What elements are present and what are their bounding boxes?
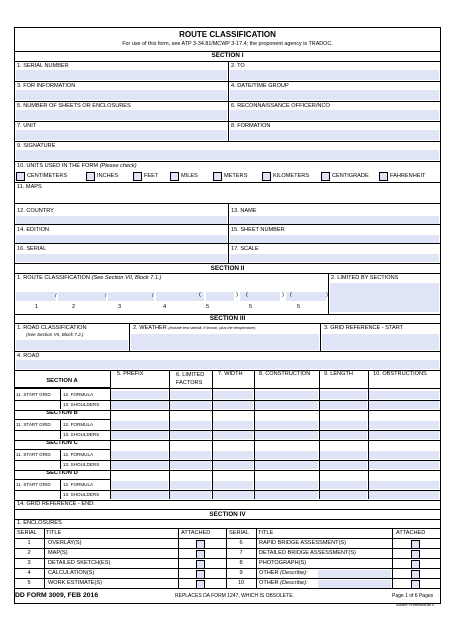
section-a-row-2-cell-4[interactable] — [255, 401, 318, 409]
enclosure-title-1: OVERLAY(S) — [48, 540, 82, 546]
form-title: ROUTE CLASSIFICATION — [179, 30, 276, 39]
to-field[interactable] — [230, 70, 439, 80]
section-c-row-2-cell-5[interactable] — [320, 461, 367, 469]
section-a-start-grid-label: 11. START GRID — [16, 392, 51, 397]
section-b-row-2-cell-4[interactable] — [255, 431, 318, 439]
meters-checkbox[interactable] — [213, 172, 222, 181]
grid-reference-start-field[interactable] — [322, 334, 439, 350]
route-separator-3: / — [152, 293, 154, 299]
section-a-row-2-cell-5[interactable] — [320, 401, 367, 409]
section-c-row-2-cell-1[interactable] — [111, 461, 168, 469]
table-rule — [14, 460, 110, 461]
inches-option-label: INCHES — [97, 173, 119, 179]
col-title-left: TITLE — [46, 530, 62, 536]
weather-label — [133, 326, 256, 332]
table-rule — [14, 400, 110, 401]
miles-checkbox[interactable] — [170, 172, 179, 181]
col-length-label: 9. LENGTH — [324, 371, 353, 377]
edition-field[interactable] — [16, 235, 227, 243]
route-class-field-2[interactable] — [58, 292, 106, 301]
grid-reference-end-label: 14. GRID REFERENCE - END: — [17, 501, 95, 507]
section-4-header: SECTION IV — [209, 511, 246, 518]
table-rule — [14, 490, 110, 491]
enclosure-title-4: CALCULATION(S) — [48, 570, 95, 576]
enclosure-serial-5: 5 — [27, 580, 31, 586]
section-b-start-grid-label: 11. START GRID — [16, 422, 51, 427]
route-paren-3: ( — [246, 292, 248, 298]
table-rule — [14, 588, 441, 589]
section-b-row-1-cell-6[interactable] — [369, 421, 439, 429]
section-d-row-1-cell-2[interactable] — [170, 481, 211, 489]
feet-option-label: FEET — [144, 173, 159, 179]
limited-by-sections-field[interactable] — [330, 283, 439, 312]
section-d-row-2-cell-4[interactable] — [255, 491, 318, 499]
section-b-row-1-cell-2[interactable] — [170, 421, 211, 429]
centigrade-checkbox[interactable] — [321, 172, 330, 181]
route-class-field-1[interactable] — [16, 292, 56, 301]
route-classification-hint: (See Section VII, Block 7.1.) — [91, 275, 162, 281]
enclosure-title-7 — [259, 551, 356, 557]
section-a-row-1-cell-6[interactable] — [369, 391, 439, 399]
formation-field[interactable] — [230, 130, 439, 140]
section-c-row-1-cell-6[interactable] — [369, 451, 439, 459]
enclosure-title-6 — [259, 541, 346, 547]
name-label: 13. NAME — [231, 208, 257, 214]
limited-by-sections-label: 2. LIMITED BY SECTIONS — [331, 275, 399, 281]
country-label: 12. COUNTRY — [17, 208, 54, 214]
col-title-right: TITLE — [258, 530, 274, 536]
enclosure-serial-8: 8 — [239, 560, 243, 566]
section-d-start-grid-label: 11. START GRID — [16, 482, 51, 487]
number-of-sheets-label: 5. NUMBER OF SHEETS OR ENCLOSURES — [17, 103, 131, 109]
section-d-row-2-cell-5[interactable] — [320, 491, 367, 499]
enclosure-serial-4: 4 — [27, 570, 31, 576]
route-separator-1: / — [55, 293, 57, 299]
enclosure-serial-7: 7 — [239, 550, 243, 556]
col-width-label: 7. WIDTH — [218, 371, 243, 377]
enclosure-title-text-9: OTHER — [259, 570, 279, 576]
enclosure-title-8 — [259, 561, 306, 567]
enclosure-serial-10: 10 — [237, 580, 245, 586]
section-a-row-1-cell-3[interactable] — [213, 391, 253, 399]
enclosure-serial-6: 6 — [239, 540, 243, 546]
table-rule — [60, 419, 61, 439]
section-c-row-2-cell-2[interactable] — [170, 461, 211, 469]
route-class-field-5[interactable] — [206, 292, 234, 301]
to-label: 2. TO — [231, 63, 245, 69]
route-paren-2: ) — [236, 292, 238, 298]
section-d-row-1-cell-4[interactable] — [255, 481, 318, 489]
form-subtitle: For use of this form, see ATP 3-34.81/MCWP 3-17.4; the proponent agency is TRADOC. — [122, 41, 333, 47]
enclosure-serial-1: 1 — [27, 540, 31, 546]
section-c-row-1-cell-1[interactable] — [111, 451, 168, 459]
enclosure-title-text-8: PHOTOGRAPH(S) — [259, 560, 307, 566]
kilometers-checkbox[interactable] — [262, 172, 271, 181]
section-c-row-2-cell-4[interactable] — [255, 461, 318, 469]
enclosure-title-text-10: OTHER — [259, 580, 279, 586]
col-limited-factors-label: 6. LIMITED FACTORS — [176, 372, 205, 386]
table-rule — [60, 449, 61, 469]
table-rule — [60, 479, 61, 499]
route-field-number-6: 5 — [249, 304, 253, 310]
section-a-row-1-cell-5[interactable] — [320, 391, 367, 399]
section-2-header: SECTION II — [210, 265, 245, 272]
section-a-row-2-cell-3[interactable] — [213, 401, 253, 409]
section-b-row-1-cell-5[interactable] — [320, 421, 367, 429]
route-class-field-7[interactable] — [286, 292, 326, 301]
section-a-row-1-cell-1[interactable] — [111, 391, 168, 399]
section-d-row-2-cell-1[interactable] — [111, 491, 168, 499]
table-rule — [14, 558, 441, 559]
enclosure-title-10 — [259, 581, 308, 587]
section-d-row-2-cell-6[interactable] — [369, 491, 439, 499]
number-of-sheets-field[interactable] — [16, 110, 227, 120]
section-a-row-1-cell-4[interactable] — [255, 391, 318, 399]
route-field-number-3: 3 — [118, 304, 122, 310]
enclosures-label: 1. ENCLOSURES — [17, 520, 62, 526]
col-attached-right: ATTACHED — [396, 530, 426, 536]
section-c-row-1-cell-3[interactable] — [213, 451, 253, 459]
page-number: Page 1 of 6 Pages — [392, 593, 434, 599]
table-rule — [14, 568, 441, 569]
formation-label: 8. FORMATION — [231, 123, 271, 129]
road-label: 4. ROAD — [17, 353, 40, 359]
enclosure-title-text-7: DETAILED BRIDGE ASSESSMENT(S) — [259, 550, 356, 556]
section-b-row-1-cell-1[interactable] — [111, 421, 168, 429]
scale-label: 17. SCALE — [231, 246, 259, 252]
table-rule — [60, 389, 61, 409]
enclosure-title-text-6: RAPID BRIDGE ASSESSMENT(S) — [259, 540, 347, 546]
route-class-field-4[interactable] — [156, 292, 204, 301]
section-b-row-1-cell-3[interactable] — [213, 421, 253, 429]
col-serial-left: SERIAL — [17, 530, 37, 536]
table-rule — [14, 548, 441, 549]
section-c-row-1-cell-4[interactable] — [255, 451, 318, 459]
enclosure-describe-hint-10: (Describe): — [280, 580, 308, 586]
section-d-formula-label: 12. FORMULA — [63, 482, 94, 487]
table-rule — [14, 419, 110, 420]
section-a-shoulders-label: 13. SHOULDERS — [63, 402, 100, 407]
enclosure-serial-9: 9 — [239, 570, 243, 576]
section-c-formula-label: 12. FORMULA — [63, 452, 94, 457]
serial-number-field[interactable] — [16, 70, 227, 80]
unit-field[interactable] — [16, 130, 227, 140]
feet-checkbox[interactable] — [133, 172, 142, 181]
enclosure-title-9 — [259, 571, 308, 577]
route-separator-2: / — [105, 293, 107, 299]
date-time-group-field[interactable] — [230, 90, 439, 100]
centigrade-option-label: CENTIGRADE — [332, 173, 369, 179]
road-classification-label: 1. ROAD CLASSIFICATION — [17, 325, 87, 331]
fahrenheit-checkbox[interactable] — [379, 172, 388, 181]
miles-option-label: MILES — [181, 173, 198, 179]
section-b-label: SECTION B — [46, 410, 78, 416]
centimeters-option-label: CENTIMETERS — [27, 173, 68, 179]
table-rule — [14, 449, 110, 450]
col-serial-right: SERIAL — [229, 530, 249, 536]
section-d-label: SECTION D — [46, 470, 78, 476]
fahrenheit-option-label: FAHRENHEIT — [390, 173, 426, 179]
col-obstructions-label: 10. OBSTRUCTIONS — [373, 371, 427, 377]
sheet-number-field[interactable] — [230, 235, 439, 243]
road-classification-field[interactable] — [16, 340, 128, 350]
table-rule — [14, 578, 441, 579]
col-construction-label: 8. CONSTRUCTION — [259, 371, 311, 377]
section-a-label: SECTION A — [46, 378, 78, 384]
inches-checkbox[interactable] — [86, 172, 95, 181]
unit-label: 7. UNIT — [17, 123, 37, 129]
section-d-row-1-cell-5[interactable] — [320, 481, 367, 489]
route-field-number-5: 5 — [206, 304, 210, 310]
units-used-label — [17, 164, 137, 170]
sheet-number-label: 15. SHEET NUMBER — [231, 227, 285, 233]
section-c-row-1-cell-5[interactable] — [320, 451, 367, 459]
route-classification-text: 1. ROUTE CLASSIFICATION — [17, 275, 90, 281]
enclosure-title-2: MAP(S) — [48, 550, 68, 556]
route-class-field-3[interactable] — [108, 292, 154, 301]
col-prefix-label: 5. PREFIX — [117, 371, 144, 377]
section-c-row-1-cell-2[interactable] — [170, 451, 211, 459]
section-a-row-2-cell-6[interactable] — [369, 401, 439, 409]
route-paren-6: ) — [326, 292, 328, 298]
form-id: DD FORM 3009, FEB 2016 — [15, 592, 99, 599]
section-b-row-1-cell-4[interactable] — [255, 421, 318, 429]
section-a-row-2-cell-2[interactable] — [170, 401, 211, 409]
table-rule — [14, 479, 110, 480]
route-field-number-7: 5 — [297, 304, 301, 310]
route-paren-4: ) — [282, 292, 284, 298]
enclosure-describe-hint-9: (Describe): — [280, 570, 308, 576]
route-field-number-4: 4 — [163, 304, 167, 310]
enclosure-describe-field-9[interactable] — [318, 570, 391, 578]
enclosure-describe-field-10[interactable] — [318, 580, 391, 588]
section-1-header: SECTION I — [211, 52, 244, 59]
section-d-row-1-cell-1[interactable] — [111, 481, 168, 489]
road-field[interactable] — [16, 360, 439, 369]
route-classification-label — [17, 276, 161, 282]
section-b-shoulders-label: 13. SHOULDERS — [63, 432, 100, 437]
table-rule — [14, 388, 441, 389]
section-b-row-2-cell-2[interactable] — [170, 431, 211, 439]
section-d-shoulders-label: 13. SHOULDERS — [63, 492, 100, 497]
section-c-row-2-cell-3[interactable] — [213, 461, 253, 469]
recon-officer-label: 6. RECONNAISSANCE OFFICER/NCO — [231, 103, 330, 109]
weather-field[interactable] — [131, 334, 319, 350]
serial-field[interactable] — [16, 254, 227, 262]
section-b-row-2-cell-6[interactable] — [369, 431, 439, 439]
road-classification-hint: (See Section VII, Block 7.2.) — [26, 332, 84, 337]
section-a-row-2-cell-1[interactable] — [111, 401, 168, 409]
route-paren-5: ( — [290, 292, 292, 298]
section-b-row-2-cell-3[interactable] — [213, 431, 253, 439]
route-paren-1: ( — [199, 292, 201, 298]
section-a-row-1-cell-2[interactable] — [170, 391, 211, 399]
enclosure-title-5: WORK ESTIMATE(S) — [48, 580, 102, 586]
for-information-field[interactable] — [16, 90, 227, 100]
enclosure-title-3: DETAILED SKETCH(ES) — [48, 560, 111, 566]
section-d-row-1-cell-6[interactable] — [369, 481, 439, 489]
recon-officer-field[interactable] — [230, 110, 439, 120]
section-b-row-2-cell-5[interactable] — [320, 431, 367, 439]
name-field[interactable] — [230, 216, 439, 224]
route-field-number-1: 1 — [35, 304, 39, 310]
section-c-shoulders-label: 13. SHOULDERS — [63, 462, 100, 467]
serial-number-label: 1. SERIAL NUMBER — [17, 63, 69, 69]
kilometers-option-label: KILOMETERS — [273, 173, 310, 179]
centimeters-checkbox[interactable] — [16, 172, 25, 181]
section-c-start-grid-label: 11. START GRID — [16, 452, 51, 457]
section-3-header: SECTION III — [209, 315, 246, 322]
replaces-note: REPLACES DA FORM 1247, WHICH IS OBSOLETE. — [175, 593, 294, 599]
section-d-row-2-cell-3[interactable] — [213, 491, 253, 499]
edition-label: 14. EDITION — [17, 227, 50, 233]
software-note: Adobe Professional X — [396, 602, 435, 607]
section-c-label: SECTION C — [46, 440, 78, 446]
serial-label: 16. SERIAL — [17, 246, 47, 252]
route-field-number-2: 2 — [72, 304, 76, 310]
units-used-text: 10. UNITS USED IN THE FORM — [17, 163, 99, 169]
maps-label: 11. MAPS — [17, 184, 42, 190]
units-used-hint: (Please check) — [99, 163, 137, 169]
section-b-row-2-cell-1[interactable] — [111, 431, 168, 439]
section-a-formula-label: 12. FORMULA — [63, 392, 94, 397]
table-rule — [14, 430, 110, 431]
signature-field[interactable] — [16, 150, 439, 160]
scale-field[interactable] — [230, 254, 439, 262]
signature-label: 9. SIGNATURE — [17, 143, 56, 149]
col-attached-left: ATTACHED — [181, 530, 211, 536]
for-information-label: 3. FOR INFORMATION — [17, 83, 76, 89]
section-d-row-1-cell-3[interactable] — [213, 481, 253, 489]
weather-text: 2. WEATHER — [133, 325, 167, 331]
enclosure-serial-3: 3 — [27, 560, 31, 566]
weather-hint: (Include test rainfall, if known, plus the temperature) — [168, 326, 256, 330]
date-time-group-label: 4. DATE/TIME GROUP — [231, 83, 289, 89]
grid-reference-start-label: 3. GRID REFERENCE - START — [324, 325, 404, 331]
section-c-row-2-cell-6[interactable] — [369, 461, 439, 469]
section-d-row-2-cell-2[interactable] — [170, 491, 211, 499]
enclosure-serial-2: 2 — [27, 550, 31, 556]
country-field[interactable] — [16, 216, 227, 224]
section-b-formula-label: 12. FORMULA — [63, 422, 94, 427]
meters-option-label: METERS — [224, 173, 248, 179]
